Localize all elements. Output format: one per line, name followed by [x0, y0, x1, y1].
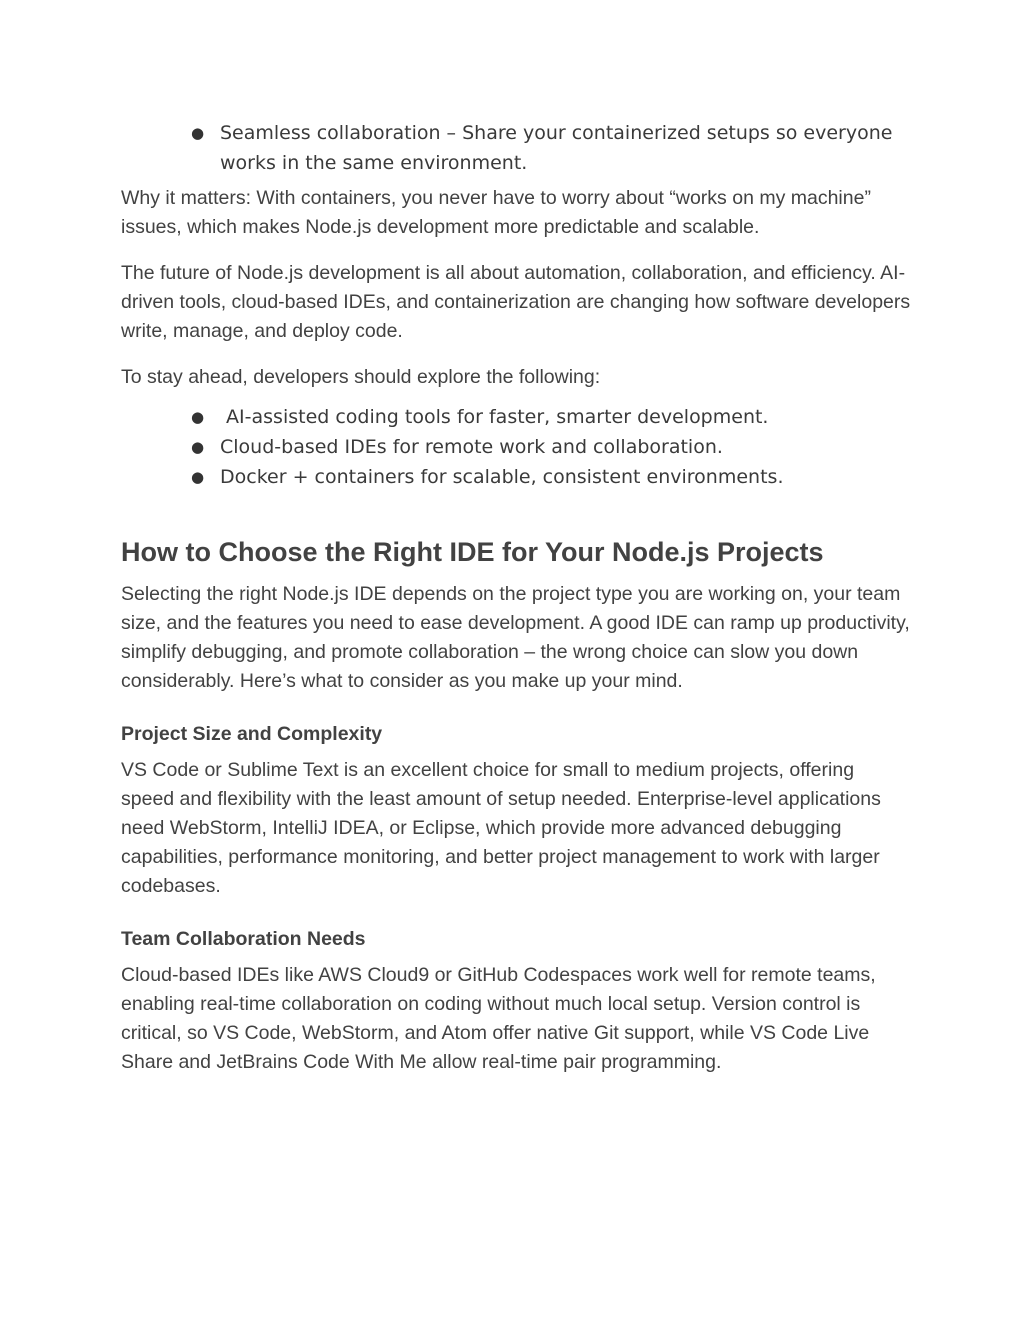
list-item: [191, 118, 911, 178]
bullet-icon: ●: [191, 408, 205, 426]
subsection-body-team-collaboration: Cloud-based IDEs like AWS Cloud9 or GitHub Codespaces work well for remote teams, enabling real-time collaboration on coding without much local setup. Version control is critical, so VS Code, WebStorm, and Atom offer native Git support, while VS Code Live Share and JetBrains Code With Me allow real-time pair programming.: [121, 964, 876, 1073]
bullet-icon: ●: [191, 124, 205, 142]
list-item: [191, 432, 911, 462]
subsection-body-project-size: VS Code or Sublime Text is an excellent choice for small to medium projects, offering speed and flexibility with the least amount of setup needed. Enterprise-level applications need WebStorm, IntelliJ IDEA, or Eclipse, which provide more advanced debugging capabilities, performance monitoring, and better project management to work with larger codebases.: [121, 759, 881, 897]
document-content: [121, 118, 911, 1077]
stay-ahead-paragraph: To stay ahead, developers should explore the following:: [121, 366, 601, 388]
list-item: [191, 462, 911, 492]
subsection-heading-project-size: Project Size and Complexity: [121, 723, 383, 745]
containers-benefit-list: [121, 118, 911, 178]
bullet-icon: ●: [191, 468, 205, 486]
list-item-text: Docker + containers for scalable, consistent environments.: [220, 466, 784, 488]
list-item-text: Cloud-based IDEs for remote work and collaboration.: [220, 436, 723, 458]
section-intro-paragraph: Selecting the right Node.js IDE depends on the project type you are working on, your team size, and the features you need to ease development. A good IDE can ramp up productivity, simplify debugging, and promote collaboration – the wrong choice can slow you down considerably. Here’s what to consider as you make up your mind.: [121, 583, 910, 692]
list-item: [191, 402, 911, 432]
explore-list: [121, 402, 911, 492]
bullet-icon: ●: [191, 438, 205, 456]
future-paragraph: The future of Node.js development is all about automation, collaboration, and efficiency. AI-driven tools, cloud-based IDEs, and containerization are changing how software developers write, manage, and deploy code.: [121, 262, 911, 342]
section-heading: How to Choose the Right IDE for Your Node.js Projects: [121, 537, 824, 567]
list-item-text: Seamless collaboration – Share your containerized setups so everyone works in the same environment.: [220, 122, 893, 174]
subsection-heading-team-collaboration: Team Collaboration Needs: [121, 928, 366, 950]
list-item-text: AI-assisted coding tools for faster, smarter development.: [220, 406, 769, 428]
why-it-matters-paragraph: Why it matters: With containers, you never have to worry about “works on my machine” issues, which makes Node.js development more predictable and scalable.: [121, 187, 871, 238]
